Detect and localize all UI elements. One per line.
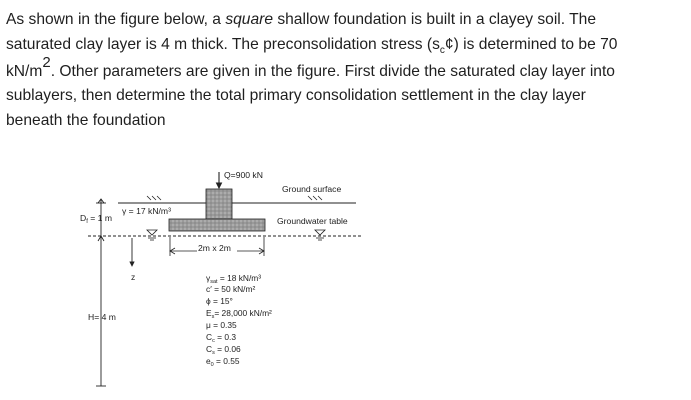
text-run: ¢) is determined to be 70: [444, 35, 618, 53]
load-label: Q=900 kN: [224, 170, 263, 180]
ground-hatch-icon: [308, 196, 322, 200]
text-run: saturated clay layer is 4 m thick. The preconsolidation stress (s: [6, 35, 440, 53]
text-run: . Other parameters are given in the figure. First divide the saturated clay layer into: [50, 62, 615, 80]
soil-properties: [206, 273, 272, 368]
text-run: shallow foundation is built in a clayey soil. The: [273, 11, 597, 28]
footing-base: [169, 219, 265, 231]
unit-weight-label: γ = 17 kN/m³: [122, 206, 171, 216]
ground-hatch-left-icon: [147, 196, 161, 200]
prop-phi: ϕ = 15°: [206, 296, 233, 306]
prop-e0: $e_0 = 0.55$: [206, 356, 240, 368]
water-table-right-icon: [315, 230, 325, 240]
ground-surface-label: Ground surface: [282, 184, 342, 194]
z-label: z: [131, 272, 136, 282]
groundwater-table-label: Groundwater table: [277, 216, 348, 226]
prop-gamma-sat: $\gamma_{sat} = 18$ kN/m³: [206, 273, 262, 285]
prop-es: $E_s= 28,000$ kN/m²: [206, 308, 272, 320]
text-run: kN/m: [6, 62, 43, 80]
subscript: c: [439, 44, 445, 56]
problem-line-5: beneath the foundation: [6, 112, 166, 130]
prop-mu: μ = 0.35: [206, 320, 237, 330]
text-run: As shown in the figure below, a: [6, 11, 226, 28]
superscript: 2: [42, 53, 51, 71]
prop-cs: $C_s = 0.06$: [206, 344, 241, 356]
footing-size-label: 2m x 2m: [198, 243, 231, 253]
prop-cc: $C_c = 0.3$: [206, 332, 236, 344]
prop-c-prime: c′ = 50 kN/m²: [206, 284, 256, 294]
h-label: H= 4 m: [88, 312, 116, 322]
emphasis-square: square: [225, 11, 273, 28]
df-label: $D_f = 1$ m: [80, 213, 113, 225]
problem-line-4: sublayers, then determine the total primary consolidation settlement in the clay layer: [6, 87, 586, 105]
water-table-left-icon: [147, 230, 157, 240]
footing-column: [206, 189, 232, 219]
